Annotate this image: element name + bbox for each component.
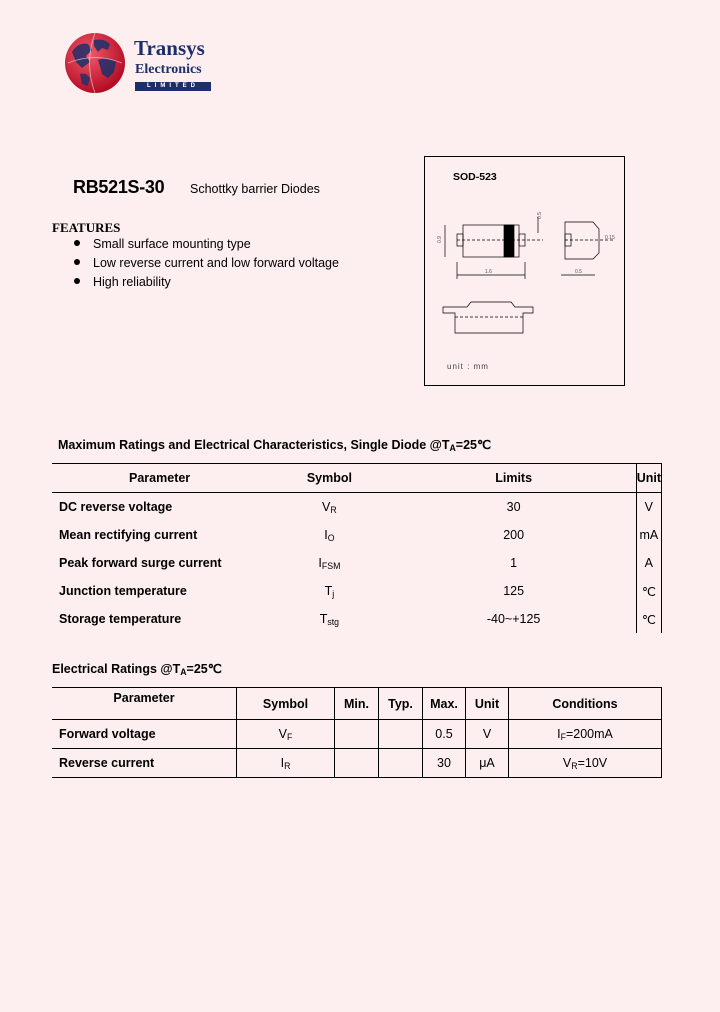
- col-header-max: Max.: [423, 688, 466, 720]
- col-header-unit: Unit: [636, 464, 661, 493]
- svg-text:0.5: 0.5: [537, 212, 543, 219]
- feature-item: High reliability: [74, 275, 171, 289]
- package-name: SOD-523: [453, 171, 497, 183]
- part-description: Schottky barrier Diodes: [190, 182, 320, 196]
- section-title-max-ratings: Maximum Ratings and Electrical Characteristics, Single Diode $@T_A=25℃$: [58, 438, 492, 453]
- features-heading: FEATURES: [52, 220, 121, 235]
- electrical-ratings-table: [52, 687, 662, 778]
- col-header-limits: Limits: [392, 464, 637, 493]
- col-header-unit: Unit: [466, 688, 509, 720]
- table-row: Junction temperature $T_j$ 125 ℃: [52, 577, 662, 605]
- max-ratings-table: [52, 463, 662, 633]
- feature-item: Low reverse current and low forward voltage: [74, 256, 339, 270]
- bullet-icon: [74, 240, 80, 246]
- package-drawing: [425, 157, 625, 385]
- bullet-icon: [74, 278, 80, 284]
- table-row: Mean rectifying current $I_O$ 200 mA: [52, 521, 662, 549]
- brand-name: Transys: [134, 36, 205, 60]
- col-header-symbol: Symbol: [237, 688, 335, 720]
- bullet-icon: [74, 259, 80, 265]
- col-header-parameter: Parameter: [52, 688, 237, 720]
- feature-item: Small surface mounting type: [74, 237, 251, 251]
- table-header-row: [52, 464, 662, 493]
- table-row: Storage temperature $T_{stg}$ -40~+125 ℃: [52, 605, 662, 633]
- table-row: DC reverse voltage $V_R$ 30 V: [52, 493, 662, 522]
- col-header-min: Min.: [335, 688, 379, 720]
- package-unit-label: unit : mm: [447, 362, 489, 371]
- svg-text:0.9: 0.9: [437, 236, 443, 243]
- col-header-symbol: Symbol: [267, 464, 391, 493]
- table-header-row: [52, 688, 662, 720]
- col-header-typ: Typ.: [379, 688, 423, 720]
- globe-icon: [64, 32, 126, 94]
- col-header-parameter: Parameter: [52, 464, 267, 493]
- brand-subtitle: Electronics: [135, 62, 202, 77]
- table-row: Peak forward surge current $I_{FSM}$ 1 A: [52, 549, 662, 577]
- svg-text:0.5: 0.5: [575, 269, 582, 275]
- table-row: Reverse current $I_R$ 30 μA $V_R=10V$: [52, 749, 662, 778]
- part-number: RB521S-30: [73, 177, 165, 197]
- table-row: Forward voltage $V_F$ 0.5 V $I_F=200mA$: [52, 720, 662, 749]
- company-logo: [64, 32, 224, 96]
- brand-limited: LIMITED: [135, 82, 211, 91]
- col-header-conditions: Conditions: [509, 688, 662, 720]
- svg-text:1.6: 1.6: [485, 269, 492, 275]
- svg-text:0.15: 0.15: [605, 235, 615, 241]
- package-outline-box: [424, 156, 625, 386]
- section-title-electrical-ratings: Electrical Ratings $@T_A=25℃$: [52, 662, 222, 677]
